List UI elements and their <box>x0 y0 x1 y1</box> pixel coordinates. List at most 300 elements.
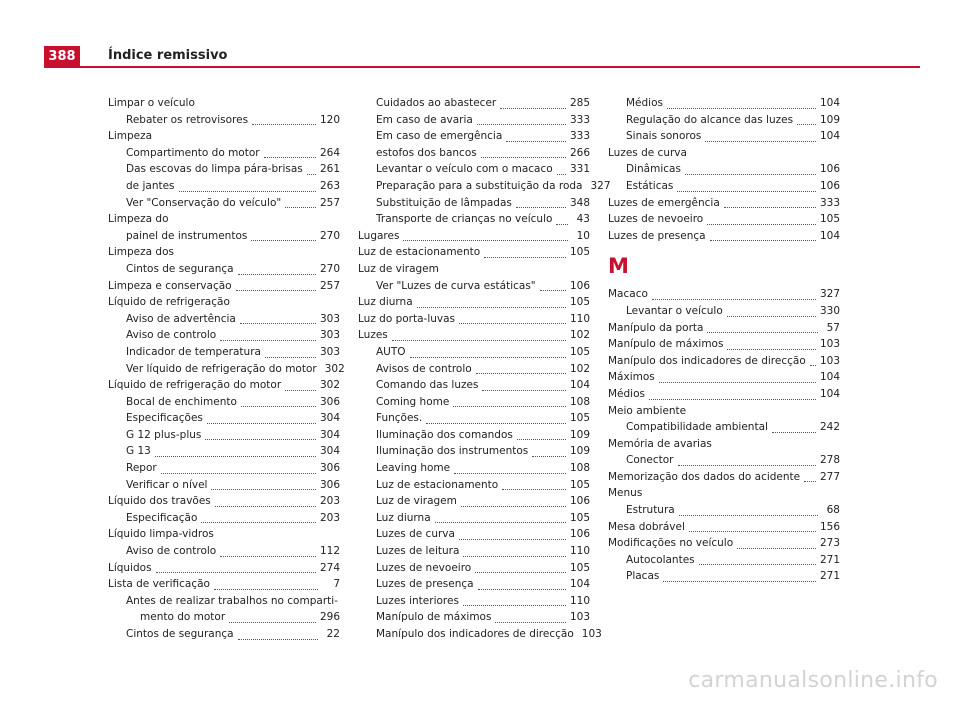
index-page-number: 106 <box>569 279 590 292</box>
dot-leader <box>540 290 566 291</box>
index-entry <box>608 128 840 145</box>
index-page-number: 274 <box>319 561 340 574</box>
dot-leader <box>667 108 816 109</box>
dot-leader <box>220 340 316 341</box>
index-entry <box>358 477 590 494</box>
index-entry-label: Verificar o nível <box>126 478 208 491</box>
index-entry-label: Luzes <box>358 329 388 342</box>
index-entry <box>608 161 840 178</box>
dot-leader <box>481 157 566 158</box>
index-entry-label: Luzes de nevoeiro <box>608 213 704 226</box>
index-entry <box>358 593 590 610</box>
dot-leader <box>707 332 818 333</box>
dot-leader <box>426 423 566 424</box>
index-entry <box>108 493 340 510</box>
index-column-3 <box>608 95 840 585</box>
index-entry <box>358 609 590 626</box>
dot-leader <box>705 141 816 142</box>
index-heading: Meio ambiente <box>608 404 687 417</box>
index-page-number: 106 <box>819 179 840 192</box>
index-page-number: 277 <box>819 470 840 483</box>
dot-leader <box>417 307 566 308</box>
dot-leader <box>810 365 816 366</box>
index-entry-label: G 12 plus-plus <box>126 428 202 441</box>
index-page-number: 22 <box>326 628 340 640</box>
index-entry-label: Luz diurna <box>376 511 431 524</box>
index-entry-label: Líquido dos travões <box>108 495 211 508</box>
dot-leader <box>699 564 816 565</box>
index-page-number: 68 <box>826 504 840 517</box>
index-entry <box>358 195 590 212</box>
index-entry-label: Modificações no veículo <box>608 537 734 550</box>
dot-leader <box>435 522 566 523</box>
index-page-number: 327 <box>819 288 840 301</box>
index-entry <box>108 510 340 527</box>
index-entry <box>358 95 590 112</box>
index-entry <box>608 228 840 245</box>
dot-leader <box>556 224 568 225</box>
dot-leader <box>229 622 316 623</box>
index-page-number: 105 <box>569 345 590 358</box>
index-page-number: 102 <box>569 362 590 375</box>
index-entry <box>358 410 590 427</box>
index-page-number: 57 <box>826 321 840 334</box>
index-entry-label: Iluminação dos comandos <box>376 428 513 441</box>
dot-leader <box>410 357 566 358</box>
index-page-number: 104 <box>819 371 840 384</box>
dot-leader <box>737 548 816 549</box>
dot-leader <box>205 439 316 440</box>
dot-leader <box>677 191 816 192</box>
index-entry-label: Aviso de controlo <box>126 545 217 558</box>
index-entry-label: Funções. <box>376 412 423 425</box>
index-entry <box>108 361 345 378</box>
dot-leader <box>476 373 566 374</box>
index-entry <box>108 576 340 593</box>
index-entry <box>608 519 840 536</box>
index-page-number: 103 <box>819 338 840 351</box>
dot-leader <box>500 108 566 109</box>
index-entry <box>108 410 340 427</box>
index-entry <box>608 552 840 569</box>
dot-leader <box>285 207 316 208</box>
index-entry <box>358 112 590 129</box>
index-heading: Limpeza <box>108 130 153 143</box>
index-page-number: 333 <box>569 130 590 143</box>
index-entry-label: Líquidos <box>108 561 152 574</box>
index-page-number: 242 <box>819 421 840 434</box>
index-entry <box>108 112 340 129</box>
index-entry <box>108 543 340 560</box>
index-entry-label: Autocolantes <box>626 553 695 566</box>
index-entry-label: Sinais sonoros <box>626 130 702 143</box>
index-page-number: 105 <box>569 561 590 574</box>
dot-leader <box>502 489 566 490</box>
index-entry-label: Bocal de enchimento <box>126 395 237 408</box>
index-entry <box>358 361 590 378</box>
index-page-number: 104 <box>819 130 840 143</box>
index-heading: Líquido limpa-vidros <box>108 528 214 541</box>
index-entry-label: Luz do porta-luvas <box>358 312 456 325</box>
index-page-number: 263 <box>319 179 340 192</box>
index-entry <box>358 178 611 195</box>
index-entry-label: Luz de estacionamento <box>376 478 499 491</box>
index-entry-label: Manípulo de máximos <box>376 611 492 624</box>
index-heading: Luzes de curva <box>608 146 687 159</box>
index-entry <box>358 626 602 643</box>
dot-leader <box>679 515 818 516</box>
index-page-number: 306 <box>319 395 340 408</box>
index-entry <box>108 145 340 162</box>
index-page-number: 43 <box>576 213 590 226</box>
index-page-number: 304 <box>319 412 340 425</box>
index-entry <box>108 278 340 295</box>
index-entry-label: Em caso de avaria <box>376 113 473 126</box>
dot-leader <box>477 124 566 125</box>
index-entry <box>358 510 590 527</box>
index-page-number: 106 <box>569 528 590 541</box>
index-entry-label: Ver líquido de refrigeração do motor <box>126 362 317 375</box>
index-page-number: 105 <box>569 246 590 259</box>
index-heading: Líquido de refrigeração <box>108 296 230 309</box>
dot-leader <box>285 390 316 391</box>
index-page-number: 103 <box>819 354 840 367</box>
dot-leader <box>453 406 566 407</box>
index-entry-label: Aviso de advertência <box>126 312 236 325</box>
index-entry <box>358 460 590 477</box>
index-heading: Antes de realizar trabalhos no comparti- <box>126 594 338 607</box>
index-page-number: 109 <box>569 428 590 441</box>
dot-leader <box>652 299 816 300</box>
index-entry <box>358 427 590 444</box>
index-entry-label: Levantar o veículo <box>626 304 723 317</box>
index-page-number: 120 <box>319 113 340 126</box>
index-page-number: 105 <box>569 511 590 524</box>
index-entry <box>108 626 340 643</box>
index-page-number: 302 <box>324 362 345 375</box>
index-page-number: 331 <box>569 163 590 176</box>
index-entry-label: Estrutura <box>626 504 675 517</box>
index-page-number: 330 <box>819 304 840 317</box>
dot-leader <box>461 506 566 507</box>
index-entry <box>108 327 340 344</box>
index-entry <box>358 394 590 411</box>
index-entry-label: Coming home <box>376 395 450 408</box>
index-entry-label: Leaving home <box>376 462 451 475</box>
index-entry <box>358 443 590 460</box>
index-letter-heading: M <box>608 254 629 279</box>
dot-leader <box>459 539 566 540</box>
index-entry-label: Compatibilidade ambiental <box>626 421 768 434</box>
index-page-number: 303 <box>319 312 340 325</box>
index-entry-label: Médios <box>608 387 645 400</box>
index-page-number: 108 <box>569 395 590 408</box>
index-page-number: 110 <box>569 594 590 607</box>
index-entry-label: Avisos de controlo <box>376 362 472 375</box>
index-entry-label: Máximos <box>608 371 655 384</box>
dot-leader <box>156 572 316 573</box>
index-page-number: 264 <box>319 146 340 159</box>
index-page-number: 296 <box>319 611 340 624</box>
index-entry <box>608 568 840 585</box>
index-entry <box>608 353 840 370</box>
index-entry <box>358 560 590 577</box>
index-entry-label: Médios <box>626 97 663 109</box>
index-entry <box>608 320 840 337</box>
index-entry-label: Cuidados ao abastecer <box>376 97 497 109</box>
index-entry <box>108 394 340 411</box>
index-entry <box>108 443 340 460</box>
index-page-number: 102 <box>569 329 590 342</box>
index-page-number: 278 <box>819 454 840 467</box>
index-page-number: 106 <box>569 495 590 508</box>
dot-leader <box>804 481 816 482</box>
page-number: 388 <box>44 46 80 67</box>
index-page-number: 266 <box>569 146 590 159</box>
index-entry <box>108 161 340 178</box>
index-entry <box>608 112 840 129</box>
index-entry-label: Compartimento do motor <box>126 146 260 159</box>
index-entry <box>608 419 840 436</box>
index-entry <box>358 327 590 344</box>
dot-leader <box>649 399 816 400</box>
dot-leader <box>727 349 816 350</box>
dot-leader <box>240 323 316 324</box>
index-entry <box>108 178 340 195</box>
index-page-number: 109 <box>819 113 840 126</box>
index-page-number: 105 <box>569 296 590 309</box>
dot-leader <box>463 605 566 606</box>
index-entry-label: Luzes de emergência <box>608 196 720 209</box>
index-entry-label: Ver "Conservação do veículo" <box>126 196 282 209</box>
dot-leader <box>659 382 816 383</box>
dot-leader <box>201 522 316 523</box>
dot-leader <box>207 423 316 424</box>
index-entry <box>108 609 340 626</box>
dot-leader <box>707 224 816 225</box>
index-page-number: 109 <box>569 445 590 458</box>
dot-leader <box>517 439 566 440</box>
index-entry <box>608 303 840 320</box>
index-page-number: 257 <box>319 196 340 209</box>
dot-leader <box>220 556 316 557</box>
index-page-number: 104 <box>569 578 590 591</box>
index-entry-label: Cintos de segurança <box>126 628 234 640</box>
dot-leader <box>459 323 566 324</box>
index-entry-label: Em caso de emergência <box>376 130 503 143</box>
index-entry-label: estofos dos bancos <box>376 146 477 159</box>
dot-leader <box>506 141 566 142</box>
dot-leader <box>772 432 816 433</box>
index-entry-label: Luz de viragem <box>376 495 457 508</box>
index-entry-label: Preparação para a substituição da roda <box>376 179 583 192</box>
index-page-number: 103 <box>569 611 590 624</box>
index-page-number: 261 <box>319 163 340 176</box>
index-entry <box>108 460 340 477</box>
index-page-number: 333 <box>819 196 840 209</box>
index-entry-label: Luzes de nevoeiro <box>376 561 472 574</box>
dot-leader <box>161 473 316 474</box>
index-entry <box>608 469 840 486</box>
index-page-number: 7 <box>333 578 340 591</box>
index-page-number: 105 <box>569 478 590 491</box>
watermark: carmanualsonline.info <box>688 668 938 693</box>
dot-leader <box>516 207 566 208</box>
index-page-number: 104 <box>569 379 590 392</box>
index-entry-label: Manípulo dos indicadores de direcção <box>376 628 574 640</box>
index-entry <box>108 427 340 444</box>
index-entry <box>358 211 590 228</box>
index-entry <box>608 286 840 303</box>
index-entry-label: Das escovas do limpa pára-brisas <box>126 163 303 176</box>
index-page-number: 302 <box>319 379 340 392</box>
index-page-number: 257 <box>319 279 340 292</box>
index-page-number: 156 <box>819 520 840 533</box>
index-entry-label: Rebater os retrovisores <box>126 113 249 126</box>
index-entry <box>358 161 590 178</box>
index-page-number: 285 <box>569 97 590 109</box>
dot-leader <box>710 240 816 241</box>
index-entry <box>358 526 590 543</box>
index-heading: Luz de viragem <box>358 262 439 275</box>
index-entry-label: Placas <box>626 570 660 583</box>
index-entry-label: Memorização dos dados do acidente <box>608 470 801 483</box>
index-entry <box>608 178 840 195</box>
header-rule <box>44 66 920 68</box>
index-entry <box>358 543 590 560</box>
index-page-number: 203 <box>319 495 340 508</box>
index-entry-label: AUTO <box>376 345 406 358</box>
dot-leader <box>265 357 316 358</box>
dot-leader <box>454 473 566 474</box>
index-entry-label: Iluminação dos instrumentos <box>376 445 529 458</box>
dot-leader <box>482 390 566 391</box>
dot-leader <box>236 290 316 291</box>
index-entry <box>608 386 840 403</box>
index-page-number: 304 <box>319 428 340 441</box>
index-page-number: 105 <box>819 213 840 226</box>
dot-leader <box>532 456 566 457</box>
dot-leader <box>264 157 316 158</box>
index-entry-label: Especificações <box>126 412 203 425</box>
index-entry <box>608 95 840 112</box>
index-page-number: 271 <box>819 553 840 566</box>
index-page-number: 306 <box>319 478 340 491</box>
dot-leader <box>215 506 316 507</box>
index-page-number: 108 <box>569 462 590 475</box>
dot-leader <box>211 489 315 490</box>
index-page-number: 348 <box>569 196 590 209</box>
index-column-2 <box>358 95 611 643</box>
index-entry <box>358 344 590 361</box>
index-entry <box>108 311 340 328</box>
index-entry <box>108 344 340 361</box>
index-entry <box>108 228 340 245</box>
index-entry-label: painel de instrumentos <box>126 229 248 242</box>
index-entry <box>358 377 590 394</box>
index-page-number: 270 <box>319 262 340 275</box>
index-page-number: 303 <box>319 345 340 358</box>
index-entry-label: Especificação <box>126 511 198 524</box>
index-entry-label: Transporte de crianças no veículo <box>376 213 553 226</box>
index-page-number: 110 <box>569 312 590 325</box>
index-heading: Menus <box>608 487 643 500</box>
index-entry-label: Manípulo dos indicadores de direcção <box>608 354 806 367</box>
index-entry <box>358 145 590 162</box>
index-entry <box>608 336 840 353</box>
dot-leader <box>238 639 318 640</box>
index-page-number: 271 <box>819 570 840 583</box>
index-entry-label: Aviso de controlo <box>126 329 217 342</box>
dot-leader <box>392 340 566 341</box>
dot-leader <box>685 174 816 175</box>
index-entry-label: Lista de verificação <box>108 578 210 591</box>
dot-leader <box>403 240 568 241</box>
index-entry-label: Luzes de curva <box>376 528 455 541</box>
index-entry-label: Comando das luzes <box>376 379 479 392</box>
index-entry <box>358 278 590 295</box>
dot-leader <box>463 556 566 557</box>
index-entry <box>108 195 340 212</box>
index-entry-label: Luzes interiores <box>376 594 459 607</box>
dot-leader <box>797 124 816 125</box>
index-page-number: 10 <box>576 229 590 242</box>
dot-leader <box>478 589 566 590</box>
index-entry <box>358 493 590 510</box>
index-entry-label: Ver "Luzes de curva estáticas" <box>376 279 536 292</box>
index-entry <box>608 452 840 469</box>
index-entry <box>358 294 590 311</box>
index-entry <box>358 576 590 593</box>
dot-leader <box>475 572 566 573</box>
index-column-1 <box>108 95 345 643</box>
index-entry <box>608 535 840 552</box>
index-entry-label: Repor <box>126 462 157 475</box>
index-page-number: 273 <box>819 537 840 550</box>
index-entry-label: mento do motor <box>140 611 226 624</box>
dot-leader <box>251 240 316 241</box>
index-entry-label: Conector <box>626 454 674 467</box>
index-entry-label: Macaco <box>608 288 648 301</box>
index-entry-label: Regulação do alcance das luzes <box>626 113 794 126</box>
index-page-number: 203 <box>319 511 340 524</box>
index-entry <box>608 502 840 519</box>
dot-leader <box>155 456 316 457</box>
index-entry <box>108 477 340 494</box>
index-heading: Memória de avarias <box>608 437 712 450</box>
index-page-number: 104 <box>819 229 840 242</box>
dot-leader <box>689 531 816 532</box>
index-heading: Limpar o veículo <box>108 97 195 109</box>
index-heading: Limpeza do <box>108 213 169 226</box>
index-entry-label: Luzes de leitura <box>376 545 460 558</box>
dot-leader <box>663 581 816 582</box>
dot-leader <box>252 124 316 125</box>
index-entry-label: Cintos de segurança <box>126 262 234 275</box>
dot-leader <box>484 257 566 258</box>
index-entry-label: de jantes <box>126 179 175 192</box>
dot-leader <box>557 174 566 175</box>
index-entry-label: Manípulo de máximos <box>608 338 724 351</box>
index-entry-label: Levantar o veículo com o macaco <box>376 163 553 176</box>
index-page-number: 304 <box>319 445 340 458</box>
index-entry-label: Dinâmicas <box>626 163 681 176</box>
index-page-number: 110 <box>569 545 590 558</box>
index-entry <box>608 211 840 228</box>
dot-leader <box>495 622 566 623</box>
index-page-number: 333 <box>569 113 590 126</box>
dot-leader <box>678 465 816 466</box>
